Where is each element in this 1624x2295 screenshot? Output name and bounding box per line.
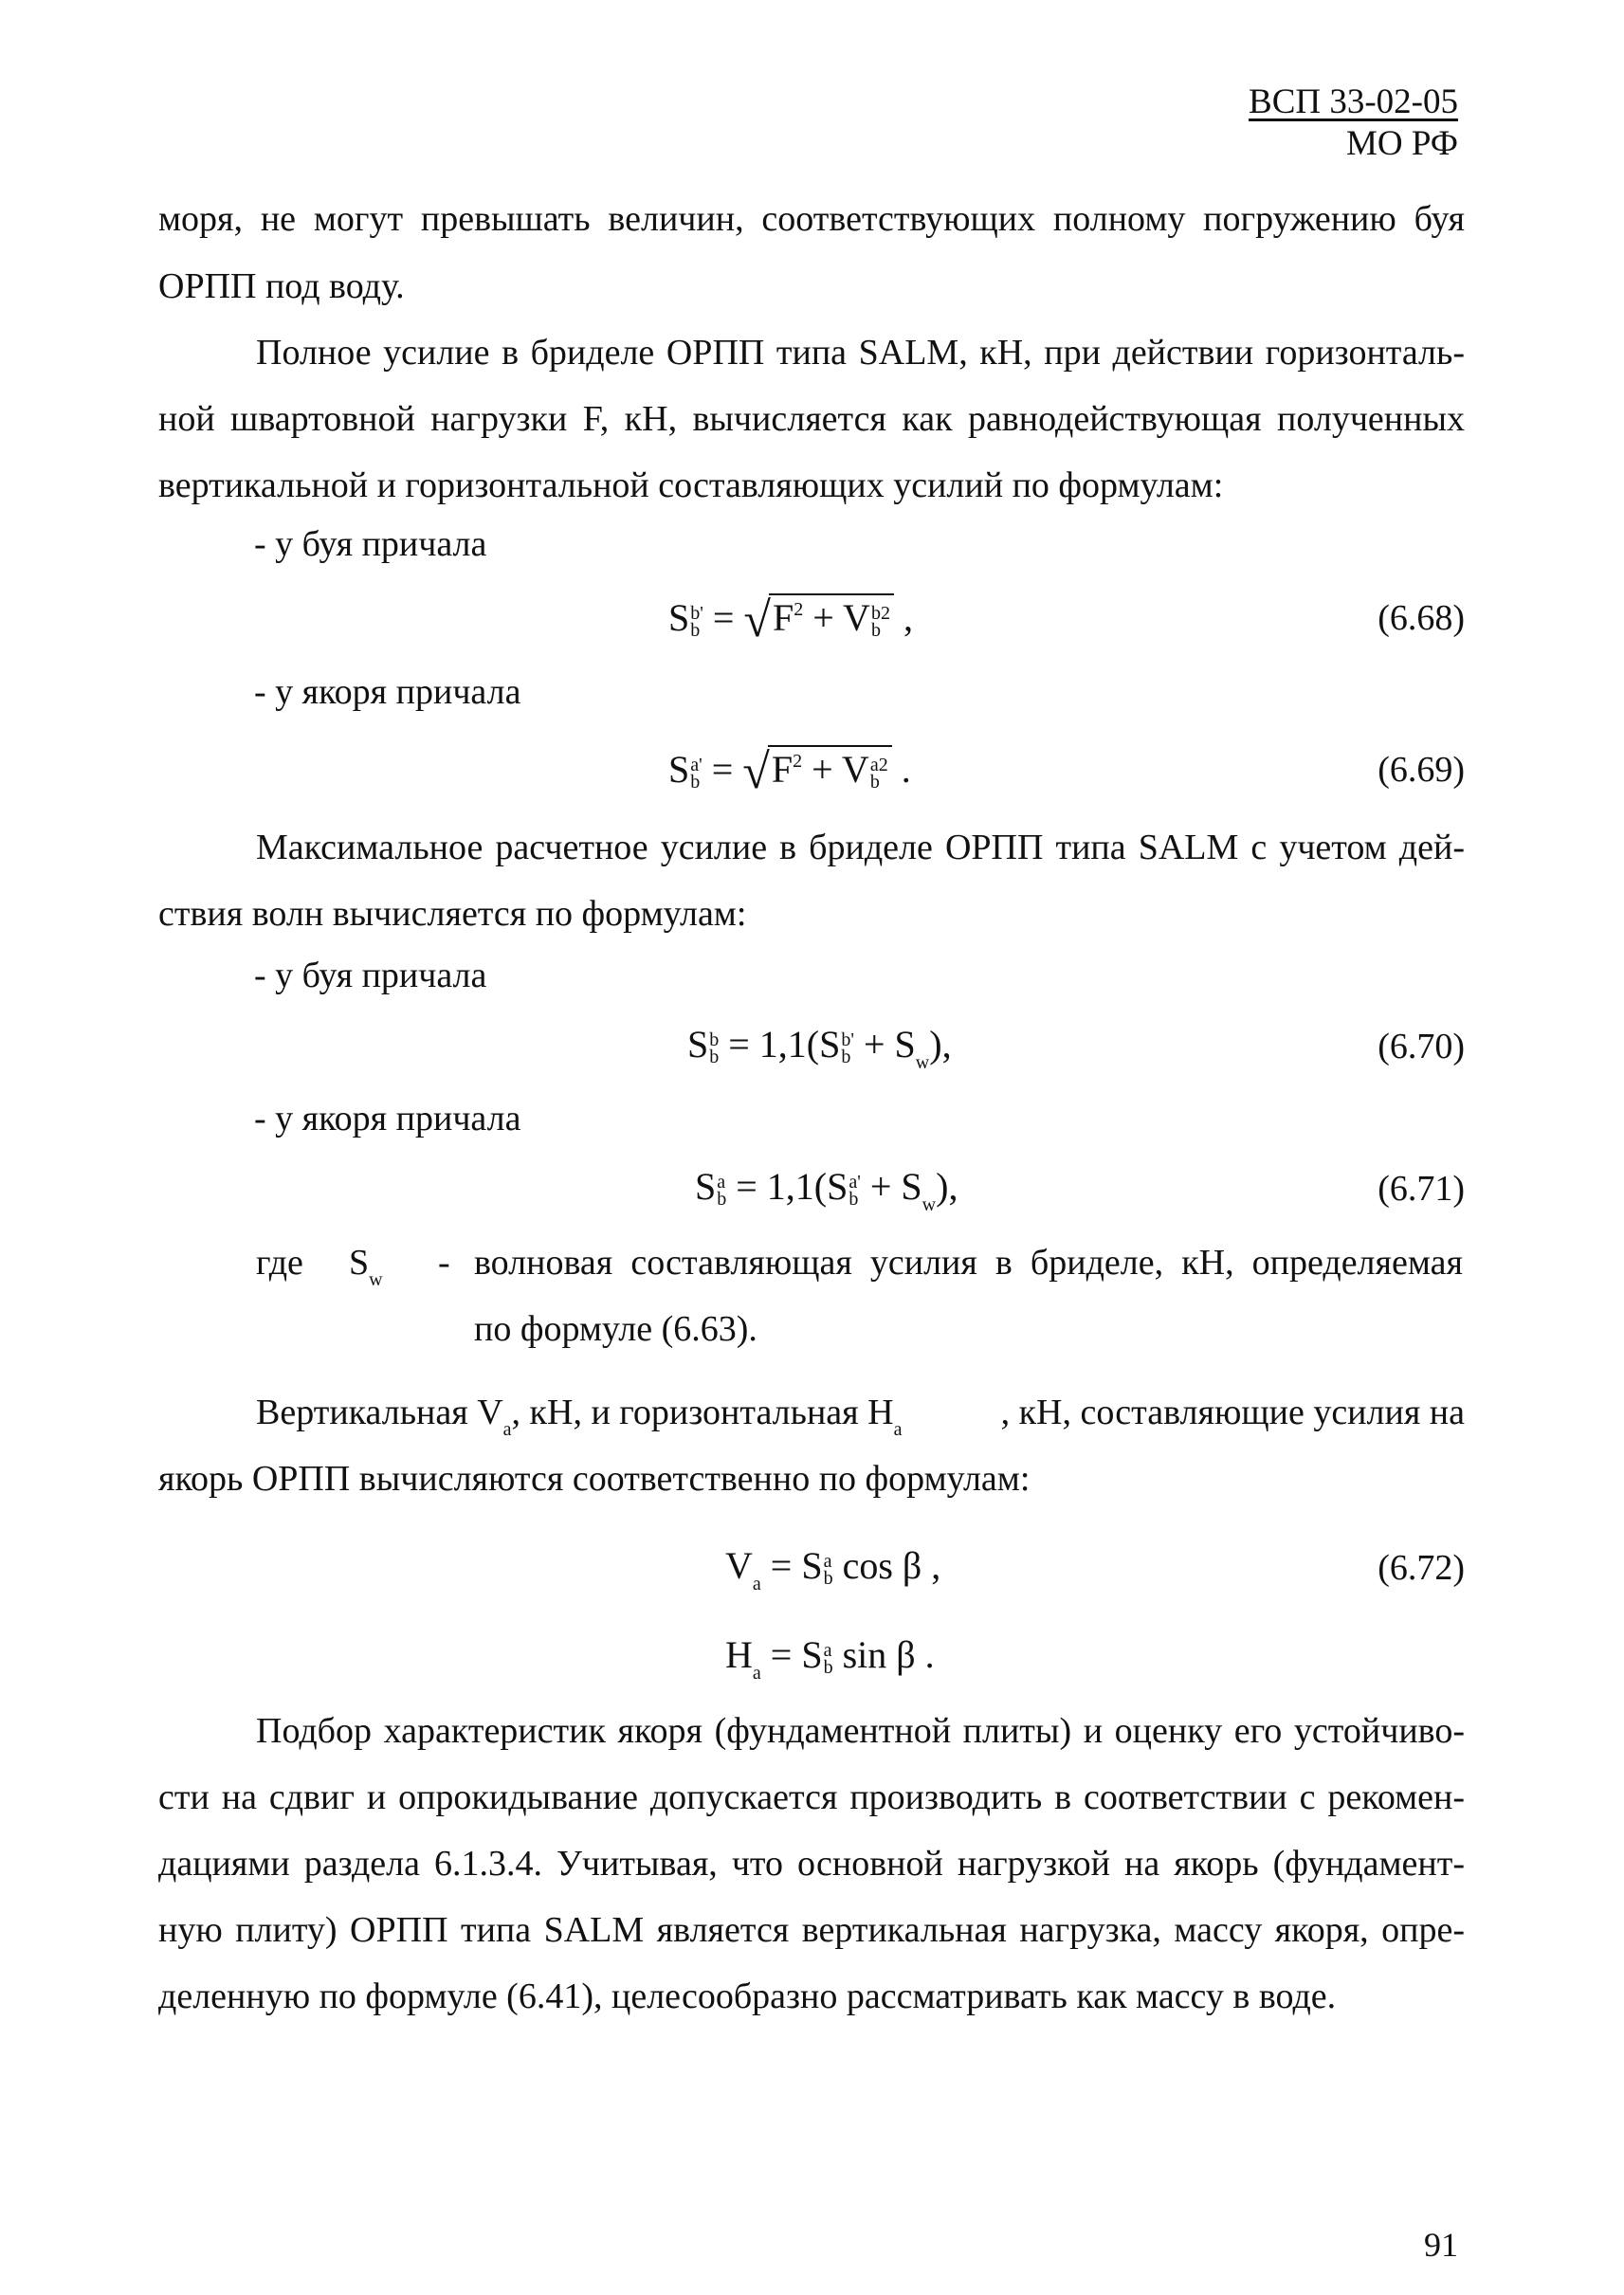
equation-number: (6.69) (1378, 750, 1465, 790)
text-line: Полное усилие в бриделе ОРПП типа SALM, кН, при действии горизонталь- (256, 333, 1465, 373)
where-label: где (256, 1243, 303, 1283)
document-header (1249, 82, 1458, 165)
text-line: ную плиту) ОРПП типа SALM является вертикальная нагрузка, массу якоря, опре- (158, 1910, 1465, 1950)
page-number: 91 (1424, 2226, 1458, 2264)
text-line: ной швартовной нагрузки F, кН, вычисляется как равнодействующая полученных (158, 399, 1465, 439)
where-dash: - (438, 1243, 450, 1283)
where-description: по формуле (6.63). (474, 1309, 757, 1349)
document-org: МО РФ (1345, 124, 1458, 163)
text-line: ствия волн вычисляется по формулам: (158, 894, 747, 934)
equation-number: (6.70) (1378, 1027, 1465, 1066)
text-line: дациями раздела 6.1.3.4. Учитывая, что основной нагрузкой на якорь (фундамент- (158, 1844, 1465, 1884)
document-code: ВСП 33-02-05 (1249, 82, 1458, 121)
text-fragment: , кН, составляющие усилия на (1000, 1393, 1465, 1432)
list-item: - у буя причала (254, 956, 487, 995)
text-line: Подбор характеристик якоря (фундаментной плиты) и оценку его устойчиво- (256, 1711, 1465, 1751)
equation-6-71: S a b = 1,1(S a' b + $S_w$), (695, 1165, 958, 1215)
text-line: деленную по формуле (6.41), целесообразно рассматривать как массу в воде. (158, 1976, 1337, 2016)
text-line: вертикальной и горизонтальной составляющих усилий по формулам: (158, 465, 1224, 505)
equation-6-70: S b b = 1,1(S b' b + $S_w$), (687, 1023, 952, 1073)
equation-6-72: $V_a = S$ a b cos β , (725, 1544, 941, 1594)
text-line: Максимальное расчетное усилие в бриделе ОРПП типа SALM с учетом дей- (256, 828, 1465, 867)
equation-number: (6.71) (1378, 1169, 1465, 1209)
equation-6-68: S b' b = $√F^2 + V$ b2 b , (668, 593, 913, 647)
text-line: моря, не могут превышать величин, соответствующих полному погружению буя (158, 199, 1465, 239)
text-line: якорь ОРПП вычисляются соответственно по формулам: (158, 1459, 1031, 1499)
list-item: - у буя причала (254, 524, 487, 564)
where-symbol: $S_w$ (349, 1243, 383, 1290)
text-line: ОРПП под воду. (158, 266, 405, 306)
text-line: сти на сдвиг и опрокидывание допускается производить в соответствии с рекомен- (158, 1777, 1465, 1817)
where-description: волновая составляющая усилия в бриделе, кН, определяемая (474, 1243, 1463, 1283)
list-item: - у якоря причала (254, 1099, 521, 1138)
equation-6-69: S a' b = $√F^2 + V$ a2 b . (668, 745, 911, 799)
equation-number: (6.72) (1378, 1548, 1465, 1588)
list-item: - у якоря причала (254, 672, 521, 712)
text-line (256, 1390, 1465, 1441)
equation-number: (6.68) (1378, 598, 1465, 638)
equation-h-a: $H_a = S$ a b sin β . (725, 1633, 935, 1684)
text-fragment: Вертикальная $V_a$, кН, и горизонтальная $H_a$ (256, 1393, 903, 1440)
